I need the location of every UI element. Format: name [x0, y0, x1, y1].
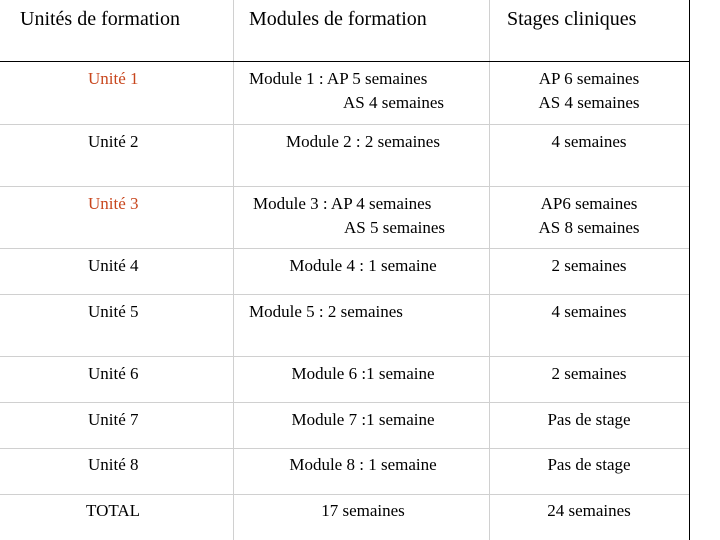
module-8: Module 8 : 1 semaine	[289, 455, 437, 474]
stage-8: Pas de stage	[547, 455, 631, 474]
row-divider	[0, 494, 689, 495]
module-6: Module 6 :1 semaine	[291, 364, 435, 383]
row-divider	[0, 448, 689, 449]
unit-4-label: Unité 4	[88, 256, 139, 275]
unit-1-label: Unité 1	[88, 69, 139, 88]
header-units: Unités de formation	[20, 8, 180, 30]
total-modules: 17 semaines	[321, 501, 405, 520]
unit-2-label: Unité 2	[88, 132, 139, 151]
stage-3-line2: AS 8 semaines	[538, 218, 640, 237]
module-1-line1: Module 1 : AP 5 semaines	[249, 69, 428, 88]
module-1-line2: AS 4 semaines	[343, 93, 445, 112]
stage-2: 4 semaines	[551, 132, 627, 151]
module-5: Module 5 : 2 semaines	[249, 302, 403, 321]
stage-5: 4 semaines	[551, 302, 627, 321]
module-3-line2: AS 5 semaines	[344, 218, 446, 237]
unit-8-label: Unité 8	[88, 455, 139, 474]
header-stages: Stages cliniques	[507, 8, 637, 30]
unit-7-label: Unité 7	[88, 410, 139, 429]
stage-1-line1: AP 6 semaines	[538, 69, 640, 88]
module-7: Module 7 :1 semaine	[291, 410, 435, 429]
row-divider	[0, 402, 689, 403]
header-modules: Modules de formation	[249, 8, 427, 30]
total-stages: 24 semaines	[547, 501, 631, 520]
module-4: Module 4 : 1 semaine	[289, 256, 437, 275]
stage-7: Pas de stage	[547, 410, 631, 429]
row-divider	[0, 186, 689, 187]
header-divider	[0, 61, 689, 62]
row-divider	[0, 124, 689, 125]
stage-6: 2 semaines	[551, 364, 627, 383]
stage-4: 2 semaines	[551, 256, 627, 275]
row-divider	[0, 248, 689, 249]
stage-1-line2: AS 4 semaines	[538, 93, 640, 112]
module-3-line1: Module 3 : AP 4 semaines	[253, 194, 432, 213]
total-label: TOTAL	[86, 501, 141, 520]
row-divider	[0, 294, 689, 295]
unit-3-label: Unité 3	[88, 194, 139, 213]
unit-6-label: Unité 6	[88, 364, 139, 383]
row-divider	[0, 356, 689, 357]
table-right-border	[689, 0, 690, 540]
unit-5-label: Unité 5	[88, 302, 139, 321]
module-2: Module 2 : 2 semaines	[286, 132, 440, 151]
stage-3-line1: AP6 semaines	[540, 194, 638, 213]
